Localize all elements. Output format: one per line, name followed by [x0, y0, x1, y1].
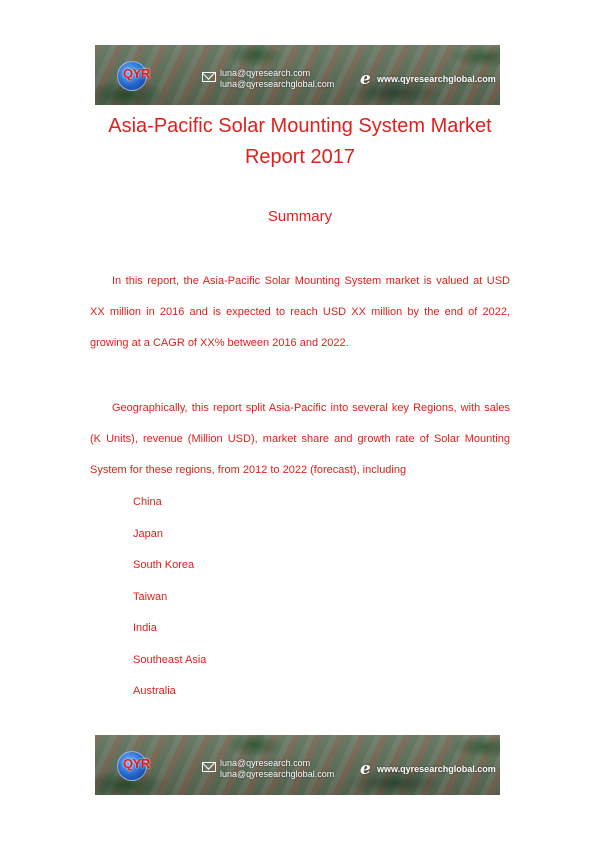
web-browser-icon: e — [360, 69, 371, 89]
region-item-taiwan: Taiwan — [133, 590, 168, 603]
region-item-south-korea: South Korea — [133, 559, 195, 571]
company-logo-text: QYR — [123, 756, 150, 771]
contact-email-primary[interactable]: luna@qyresearch.com — [220, 68, 311, 78]
web-browser-icon: e — [360, 759, 371, 779]
contact-email-secondary[interactable]: luna@qyresearchglobal.com — [220, 79, 335, 89]
report-title: Asia-Pacific Solar Mounting System Market Report 2017 — [108, 115, 492, 168]
summary-heading: Summary — [267, 208, 333, 225]
contact-email-primary[interactable]: luna@qyresearch.com — [220, 758, 311, 768]
mail-icon — [202, 72, 216, 82]
website-link[interactable]: www.qyresearchglobal.com — [377, 764, 496, 774]
geography-paragraph: Geographically, this report split Asia-Pacific into several key Regions, with sales (K Units), revenue (Million USD), market share and growth rate of Solar Mounting System for these regions, from 2012 to 2022 (forecast), including — [90, 402, 510, 476]
website-link[interactable]: www.qyresearchglobal.com — [377, 74, 496, 84]
contact-email-secondary[interactable]: luna@qyresearchglobal.com — [220, 769, 335, 779]
footer-banner — [95, 735, 500, 795]
region-item-southeast-asia: Southeast Asia — [133, 653, 207, 666]
header-banner — [95, 45, 500, 105]
region-item-australia: Australia — [133, 685, 176, 697]
region-item-india: India — [133, 622, 157, 634]
region-list — [133, 487, 206, 708]
company-logo-text: QYR — [123, 66, 150, 81]
region-item-china: China — [133, 496, 162, 508]
mail-icon — [202, 762, 216, 772]
intro-paragraph: In this report, the Asia-Pacific Solar Mounting System market is valued at USD XX million in 2016 and is expected to reach USD XX million by the end of 2022, growing at a CAGR of XX% between 2016 and 2022. — [90, 275, 510, 349]
region-item-japan: Japan — [133, 527, 163, 540]
